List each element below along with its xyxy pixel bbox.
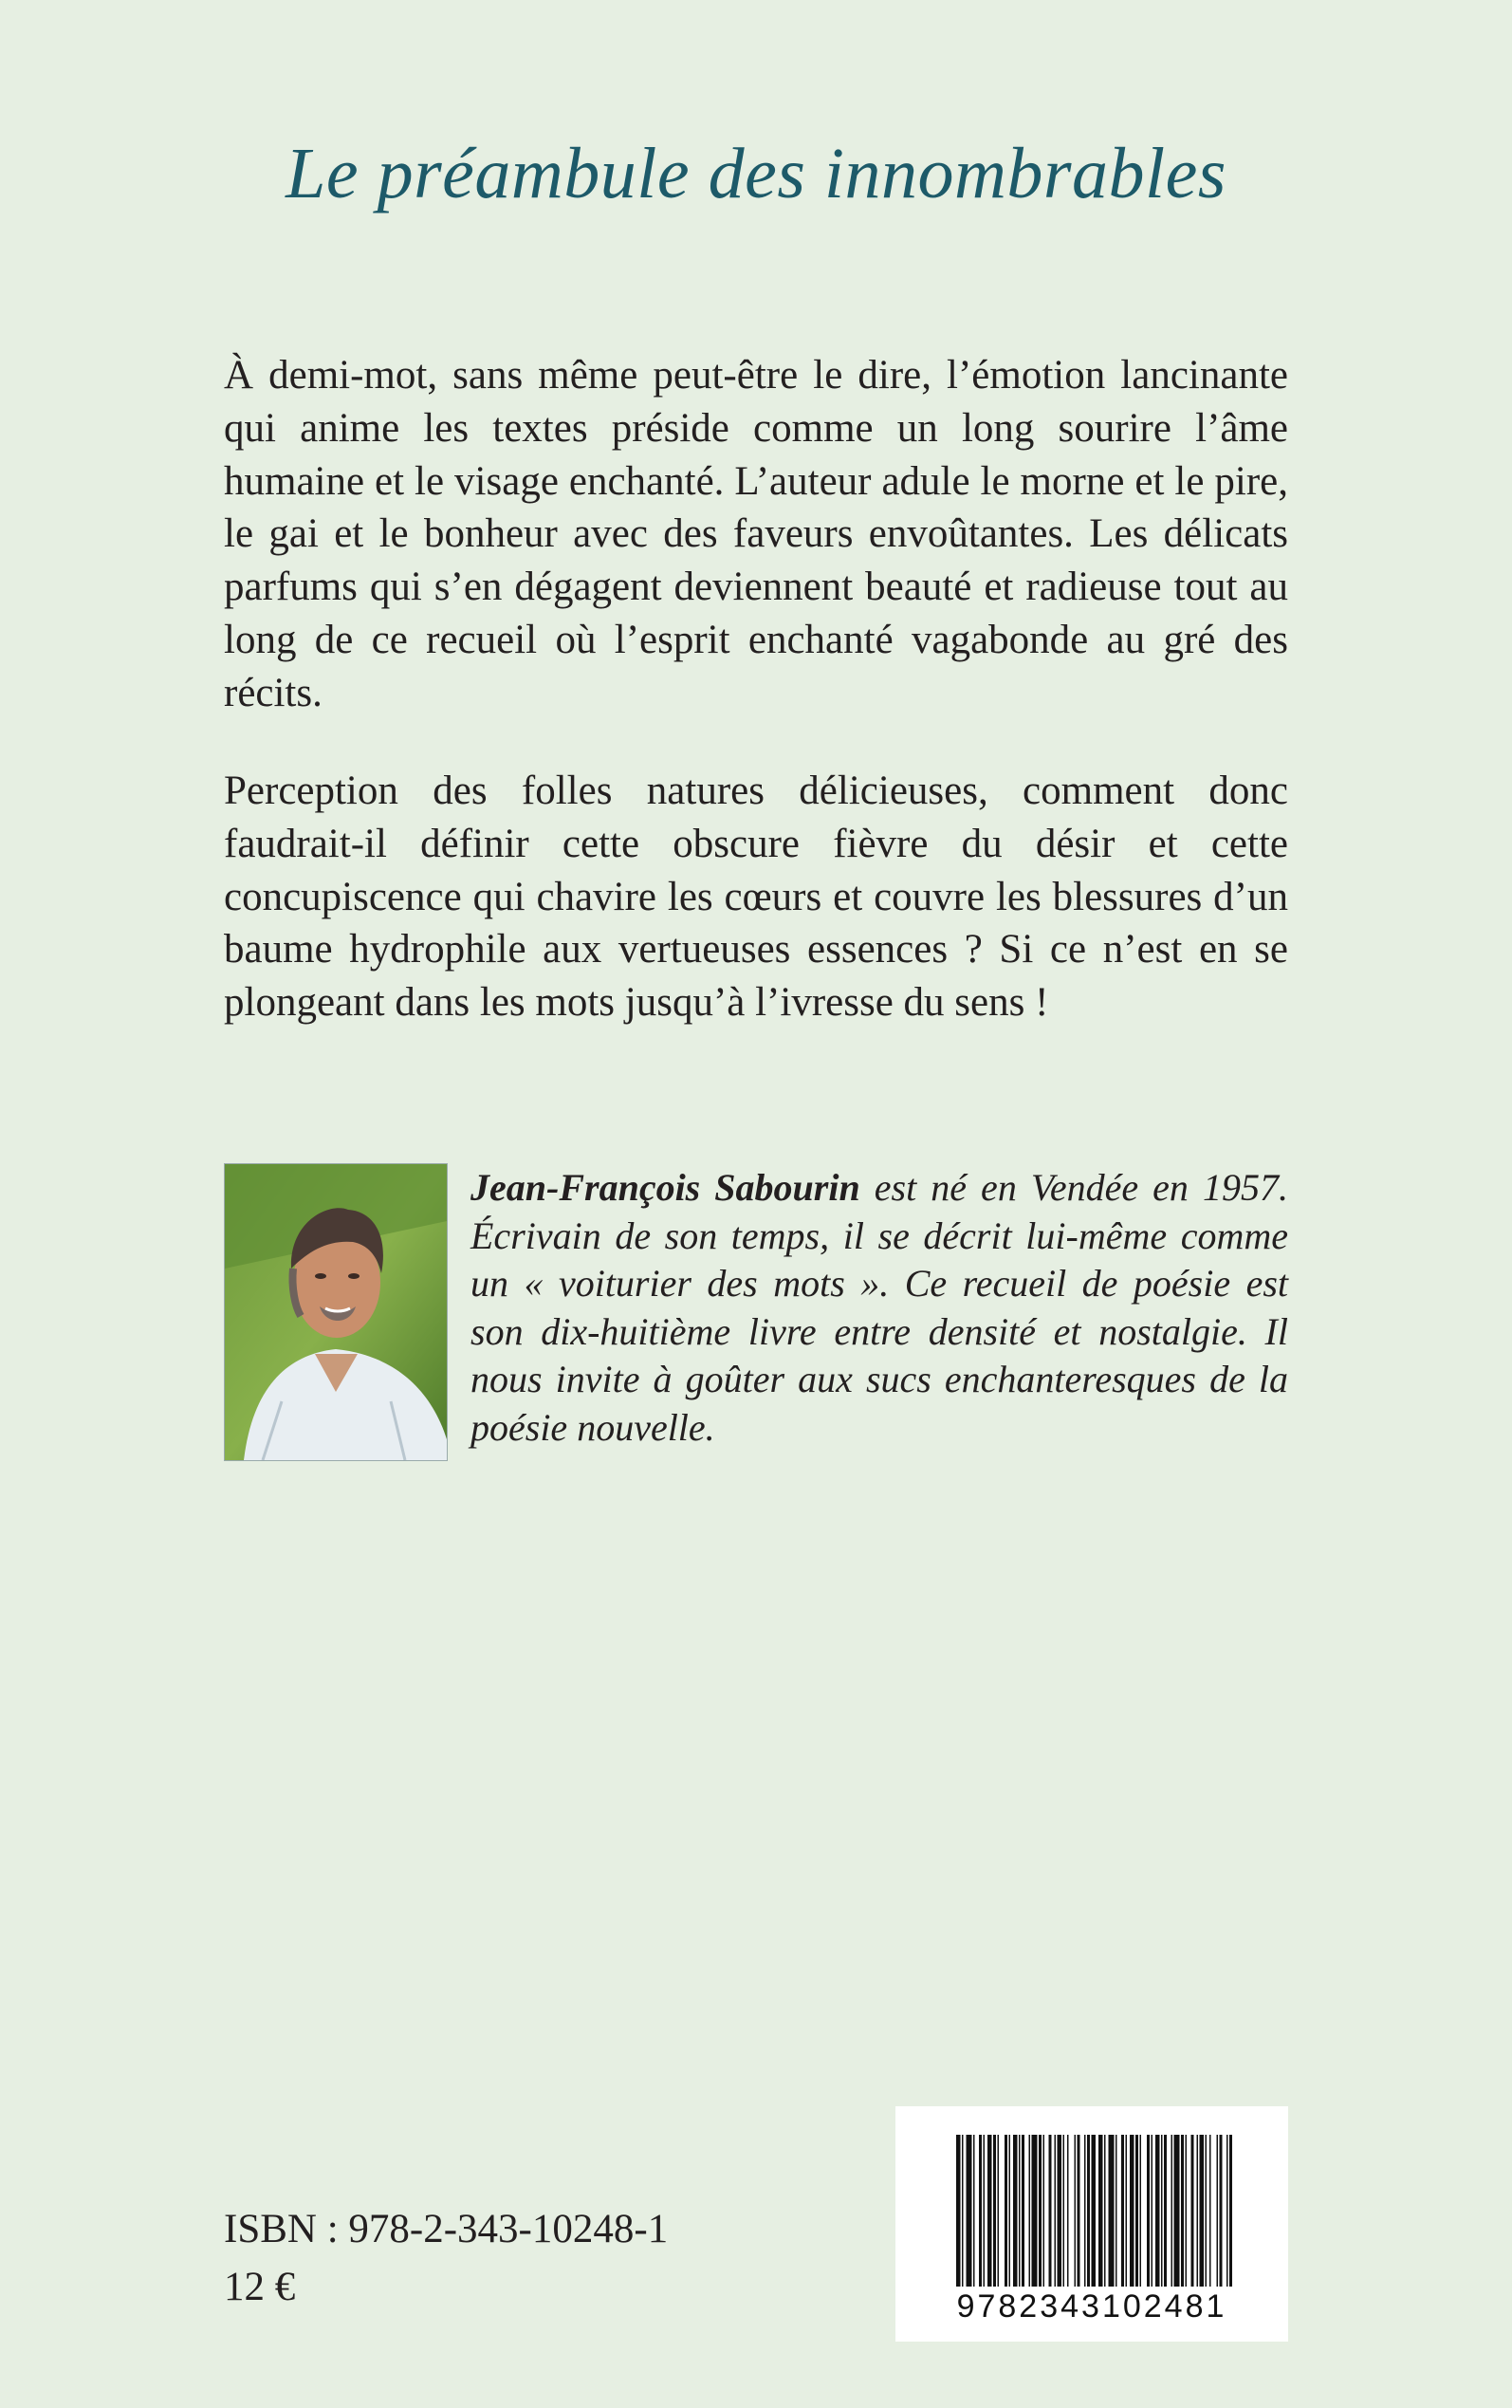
barcode-bar: [1029, 2135, 1031, 2287]
barcode-bar: [1164, 2135, 1167, 2287]
barcode-bar: [984, 2135, 986, 2287]
barcode-bar: [1181, 2135, 1184, 2287]
barcode-number: 9782343102481: [956, 2288, 1227, 2325]
barcode-bar: [1191, 2135, 1194, 2287]
author-bio-text: est né en Vendée en 1957. Écrivain de son temps, il se décrit lui-même comme un « voiturier des mots ». Ce recueil de poésie est son dix-huitième livre entre densité et nostalgie. Il nous invite à goûter aux sucs enchanteresques de la poésie nouvelle.: [470, 1166, 1288, 1449]
barcode-bar: [1186, 2135, 1188, 2287]
barcode-bar: [1084, 2135, 1086, 2287]
barcode-bar: [1229, 2135, 1232, 2287]
book-title: Le préambule des innombrables: [286, 134, 1226, 213]
barcode-bar: [1116, 2135, 1117, 2287]
barcode-bar: [1126, 2135, 1128, 2287]
barcode-bar: [1200, 2135, 1205, 2287]
barcode-bar: [1161, 2135, 1163, 2287]
author-photo: [224, 1163, 448, 1461]
barcode-bar: [1197, 2135, 1199, 2287]
barcode-bar: [1043, 2135, 1045, 2287]
barcode-bar: [1078, 2135, 1080, 2287]
barcode-bar: [1019, 2135, 1021, 2287]
barcode-bar: [1217, 2135, 1219, 2287]
barcode-bar: [993, 2135, 996, 2287]
barcode-bar: [962, 2135, 964, 2287]
barcode-bar: [979, 2135, 982, 2287]
barcode-bar: [1171, 2135, 1173, 2287]
barcode-bar: [1063, 2135, 1065, 2287]
description-paragraph-2: Perception des folles natures délicieuses, comment donc faudrait-il définir cette obscure fièvre du désir et cette concupiscence qui chavire les cœurs et couvre les blessures d’un baume hydrophile aux vertueuses essences ? Si ce n’est en se plongeant dans les mots jusqu’à l’ivresse du sens !: [224, 769, 1288, 1026]
barcode-bar: [1022, 2135, 1024, 2287]
barcode-bar: [1104, 2135, 1106, 2287]
barcode-bar: [1130, 2135, 1134, 2287]
barcode-bar: [1092, 2135, 1097, 2287]
isbn: ISBN : 978-2-343-10248-1: [224, 2207, 669, 2251]
barcode-bar: [967, 2135, 972, 2287]
barcode-bar: [1140, 2135, 1142, 2287]
barcode-bar: [1005, 2135, 1007, 2287]
barcode-bar: [1147, 2135, 1150, 2287]
author-name: Jean-François Sabourin: [470, 1166, 860, 1209]
barcode-bar: [1055, 2135, 1057, 2287]
barcode-bar: [987, 2135, 992, 2287]
barcode-bar: [973, 2135, 975, 2287]
barcode-bar: [1109, 2135, 1115, 2287]
barcode-bar: [1152, 2135, 1153, 2287]
barcode-bar: [998, 2135, 1000, 2287]
barcode-bar: [1121, 2135, 1124, 2287]
barcode-bar: [1075, 2135, 1077, 2287]
barcode-bar: [1087, 2135, 1090, 2287]
barcode-bar: [1098, 2135, 1103, 2287]
barcode-bar: [1032, 2135, 1038, 2287]
barcode: [895, 2106, 1288, 2342]
barcode-bar: [956, 2135, 961, 2287]
barcode-bar: [1013, 2135, 1018, 2287]
barcode-bar: [1049, 2135, 1052, 2287]
price: 12 €: [224, 2265, 296, 2309]
barcode-bar: [1009, 2135, 1011, 2287]
barcode-bar: [1206, 2135, 1208, 2287]
description-paragraph-1: À demi-mot, sans même peut-être le dire, l’émotion lancinante qui anime les textes préside comme un long sourire l’âme humaine et le visage enchanté. L’auteur adule le morne et le pire, le gai et le bonheur avec des faveurs envoûtantes. Les délicats parfums qui s’en dégagent deviennent beauté et radieuse tout au long de ce recueil où l’esprit enchanté vagabonde au gré des récits.: [224, 353, 1288, 715]
barcode-bar: [1067, 2135, 1069, 2287]
barcode-bar: [1058, 2135, 1062, 2287]
barcode-bar: [1155, 2135, 1160, 2287]
barcode-bar: [1135, 2135, 1138, 2287]
author-bio: [470, 1164, 1288, 1452]
barcode-bar: [1226, 2135, 1228, 2287]
barcode-bar: [1174, 2135, 1180, 2287]
barcode-bar: [1220, 2135, 1223, 2287]
barcode-bar: [1209, 2135, 1211, 2287]
barcode-bar: [1039, 2135, 1042, 2287]
